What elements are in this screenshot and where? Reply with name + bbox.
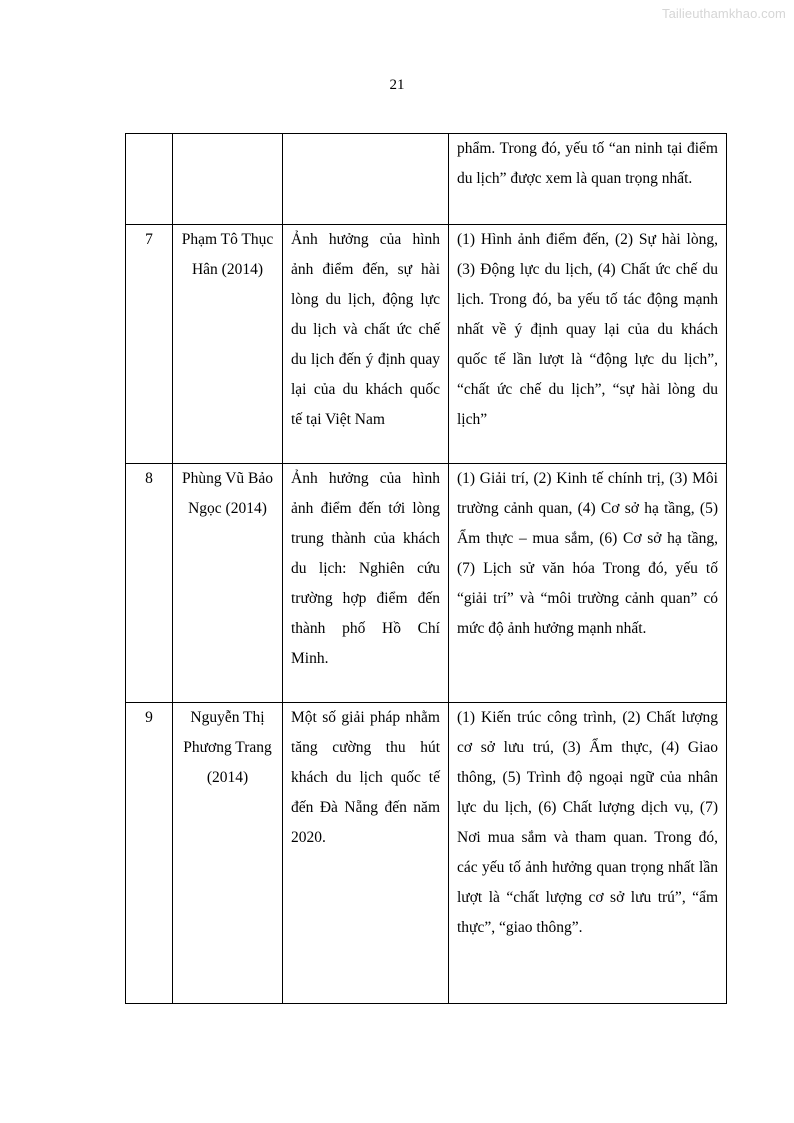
author-cell [173,134,283,225]
title-cell: Một số giải pháp nhằm tăng cường thu hút khách du lịch quốc tế đến Đà Nẵng đến năm 2020. [283,703,449,1004]
page-number: 21 [389,77,405,93]
row-number: 7 [126,225,173,464]
row-number: 8 [126,464,173,703]
table-row [126,703,727,1004]
findings-cell: (1) Giải trí, (2) Kinh tế chính trị, (3) Môi trường cảnh quan, (4) Cơ sở hạ tầng, (5) Ẩm thực – mua sắm, (6) Cơ sở hạ tầng, (7) Lịch sử văn hóa Trong đó, yếu tố “giải trí” và “môi trường cảnh quan” có mức độ ảnh hưởng mạnh nhất. [449,464,727,703]
literature-review-table [125,133,727,1004]
author-cell: Nguyễn Thị Phương Trang (2014) [173,703,283,1004]
row-number: 9 [126,703,173,1004]
findings-cell: (1) Hình ảnh điểm đến, (2) Sự hài lòng, (3) Động lực du lịch, (4) Chất ức chế du lịch. Trong đó, ba yếu tố tác động mạnh nhất về ý định quay lại của du khách quốc tế lần lượt là “động lực du lịch”, “chất ức chế du lịch”, “sự hài lòng du lịch” [449,225,727,464]
title-cell: Ảnh hưởng của hình ảnh điểm đến tới lòng trung thành của khách du lịch: Nghiên cứu trường hợp điểm đến thành phố Hồ Chí Minh. [283,464,449,703]
findings-cell: (1) Kiến trúc công trình, (2) Chất lượng cơ sở lưu trú, (3) Ẩm thực, (4) Giao thông, (5) Trình độ ngoại ngữ của nhân lực du lịch, (6) Chất lượng dịch vụ, (7) Nơi mua sắm và tham quan. Trong đó, các yếu tố ảnh hưởng quan trọng nhất lần lượt là “chất lượng cơ sở lưu trú”, “ẩm thực”, “giao thông”. [449,703,727,1004]
watermark: Tailieuthamkhao.com [661,6,786,21]
row-number [126,134,173,225]
title-cell: Ảnh hưởng của hình ảnh điểm đến, sự hài lòng du lịch, động lực du lịch và chất ức chế du lịch đến ý định quay lại của du khách quốc tế tại Việt Nam [283,225,449,464]
table-row [126,134,727,225]
title-cell [283,134,449,225]
table-row [126,225,727,464]
author-cell: Phùng Vũ Bảo Ngọc (2014) [173,464,283,703]
table-row [126,464,727,703]
findings-cell: phẩm. Trong đó, yếu tố “an ninh tại điểm du lịch” được xem là quan trọng nhất. [449,134,727,225]
author-cell: Phạm Tô Thục Hân (2014) [173,225,283,464]
